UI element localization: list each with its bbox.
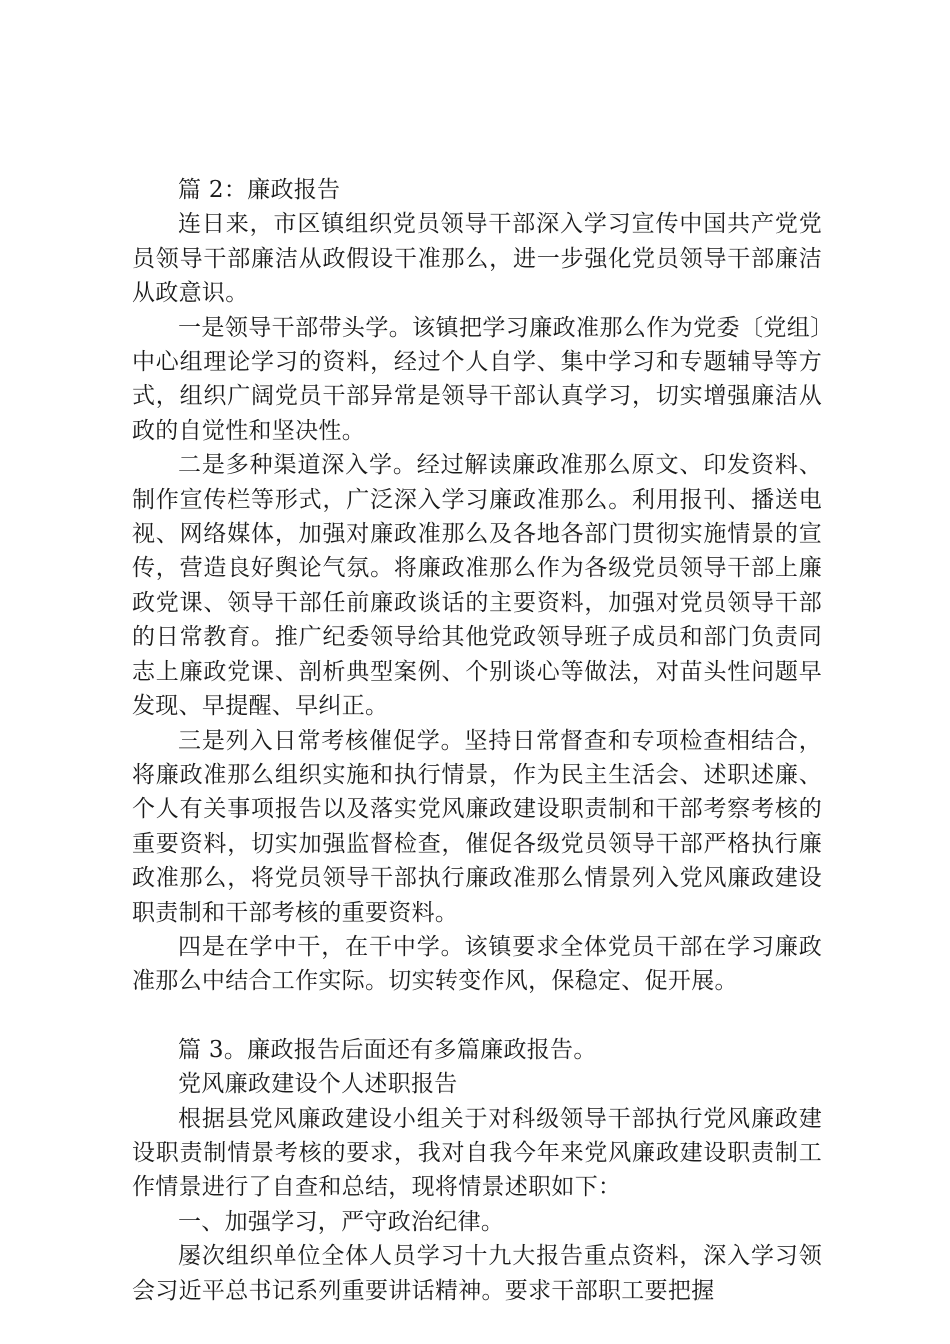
paragraph-report-intro: 根据县党风廉政建设小组关于对科级领导干部执行党风廉政建设职责制情景考核的要求，我对自我今年来党风廉政建设职责制工作情景进行了自查和总结，现将情景述职如下： xyxy=(132,1105,822,1201)
paragraph-intro: 连日来，市区镇组织党员领导干部深入学习宣传中国共产党党员领导干部廉洁从政假设干准那么，进一步强化党员领导干部廉洁从政意识。 xyxy=(132,211,822,307)
section-heading-2: 篇 2：廉政报告 xyxy=(178,177,341,203)
paragraph-point-2: 二是多种渠道深入学。经过解读廉政准那么原文、印发资料、制作宣传栏等形式，广泛深入学习廉政准那么。利用报刊、播送电视、网络媒体，加强对廉政准那么及各地各部门贯彻实施情景的宣传，营造良好舆论气氛。将廉政准那么作为各级党员领导干部上廉政党课、领导干部任前廉政谈话的主要资料，加强对党员领导干部的日常教育。推广纪委领导给其他党政领导班子成员和部门负责同志上廉政党课、剖析典型案例、个别谈心等做法，对苗头性问题早发现、早提醒、早纠正。 xyxy=(132,452,822,720)
section-heading-3: 篇 3。廉政报告后面还有多篇廉政报告。 xyxy=(178,1036,597,1063)
paragraph-point-4: 四是在学中干，在干中学。该镇要求全体党员干部在学习廉政准那么中结合工作实际。切实转变作风，保稳定、促开展。 xyxy=(132,933,822,995)
paragraph-point-3: 三是列入日常考核催促学。坚持日常督查和专项检查相结合，将廉政准那么组织实施和执行情景，作为民主生活会、述职述廉、个人有关事项报告以及落实党风廉政建设职责制和干部考察考核的重要资料，切实加强监督检查，催促各级党员领导干部严格执行廉政准那么，将党员领导干部执行廉政准那么情景列入党风廉政建设职责制和干部考核的重要资料。 xyxy=(132,727,822,926)
report-title: 党风廉政建设个人述职报告 xyxy=(178,1071,458,1098)
paragraph-point-1: 一是领导干部带头学。该镇把学习廉政准那么作为党委〔党组〕中心组理论学习的资料，经过个人自学、集中学习和专题辅导等方式，组织广阔党员干部异常是领导干部认真学习，切实增强廉洁从政的自觉性和坚决性。 xyxy=(132,314,822,444)
document-body xyxy=(132,173,822,1308)
paragraph-study: 屡次组织单位全体人员学习十九大报告重点资料，深入学习领会习近平总书记系列重要讲话精神。要求干部职工要把握 xyxy=(132,1243,822,1304)
subheading-1: 一、加强学习，严守政治纪律。 xyxy=(178,1208,505,1235)
